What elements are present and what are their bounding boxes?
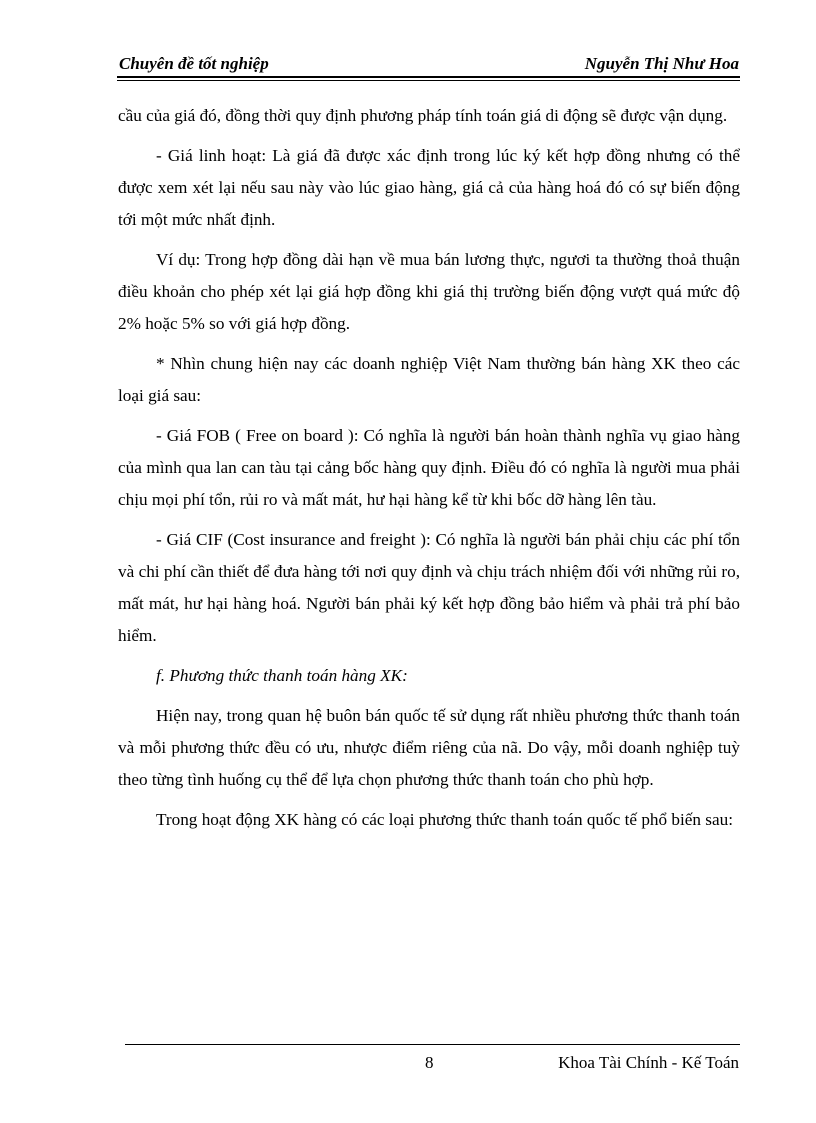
page-number: 8 bbox=[425, 1053, 434, 1072]
header-divider-thick bbox=[117, 76, 740, 78]
section-heading-payment: f. Phương thức thanh toán hàng XK: bbox=[156, 666, 408, 685]
header-divider-thin bbox=[117, 80, 740, 81]
header-author: Nguyễn Thị Như Hoa bbox=[584, 54, 739, 73]
footer-department: Khoa Tài Chính - Kế Toán bbox=[558, 1053, 739, 1072]
paragraph-example: Ví dụ: Trong hợp đồng dài hạn về mua bán lương thực, ngươi ta thường thoả thuận điều khoản cho phép xét lại giá hợp đồng khi giá thị trường biến động vượt quá mức độ 2% hoặc 5% so với giá hợp đồng. bbox=[118, 250, 740, 333]
paragraph-flexible-price: - Giá linh hoạt: Là giá đã được xác định trong lúc ký kết hợp đồng nhưng có thể được xem xét lại nếu sau này vào lúc giao hàng, giá cả của hàng hoá đó có sự biến động tới một mức nhất định. bbox=[118, 146, 740, 229]
header-title: Chuyên đề tốt nghiệp bbox=[119, 54, 269, 73]
document-body bbox=[118, 100, 740, 844]
footer-divider bbox=[125, 1044, 740, 1045]
paragraph-fob: - Giá FOB ( Free on board ): Có nghĩa là người bán hoàn thành nghĩa vụ giao hàng của mình qua lan can tàu tại cảng bốc hàng quy định. Điều đó có nghĩa là người mua phải chịu mọi phí tổn, rủi ro và mất mát, hư hại hàng kể từ khi bốc dỡ hàng lên tàu. bbox=[118, 426, 740, 509]
paragraph-cif: - Giá CIF (Cost insurance and freight ): Có nghĩa là người bán phải chịu các phí tổn và chi phí cần thiết để đưa hàng tới nơi quy định và chịu trách nhiệm đối với những rủi ro, mất mát, hư hại hàng hoá. Người bán phải ký kết hợp đồng bảo hiểm và phải trả phí bảo hiểm. bbox=[118, 530, 740, 645]
paragraph-summary: * Nhìn chung hiện nay các doanh nghiệp Việt Nam thường bán hàng XK theo các loại giá sau: bbox=[118, 354, 740, 405]
paragraph-payment-types: Trong hoạt động XK hàng có các loại phương thức thanh toán quốc tế phổ biến sau: bbox=[156, 810, 733, 829]
paragraph-payment-methods: Hiện nay, trong quan hệ buôn bán quốc tế sử dụng rất nhiều phương thức thanh toán và mỗi phương thức đều có ưu, nhược điểm riêng của nã. Do vậy, mỗi doanh nghiệp tuỳ theo từng tình huống cụ thể để lựa chọn phương thức thanh toán cho phù hợp. bbox=[118, 706, 740, 789]
paragraph-continuation: cầu của giá đó, đồng thời quy định phương pháp tính toán giá di động sẽ được vận dụng. bbox=[118, 106, 728, 125]
page-header bbox=[119, 46, 739, 74]
